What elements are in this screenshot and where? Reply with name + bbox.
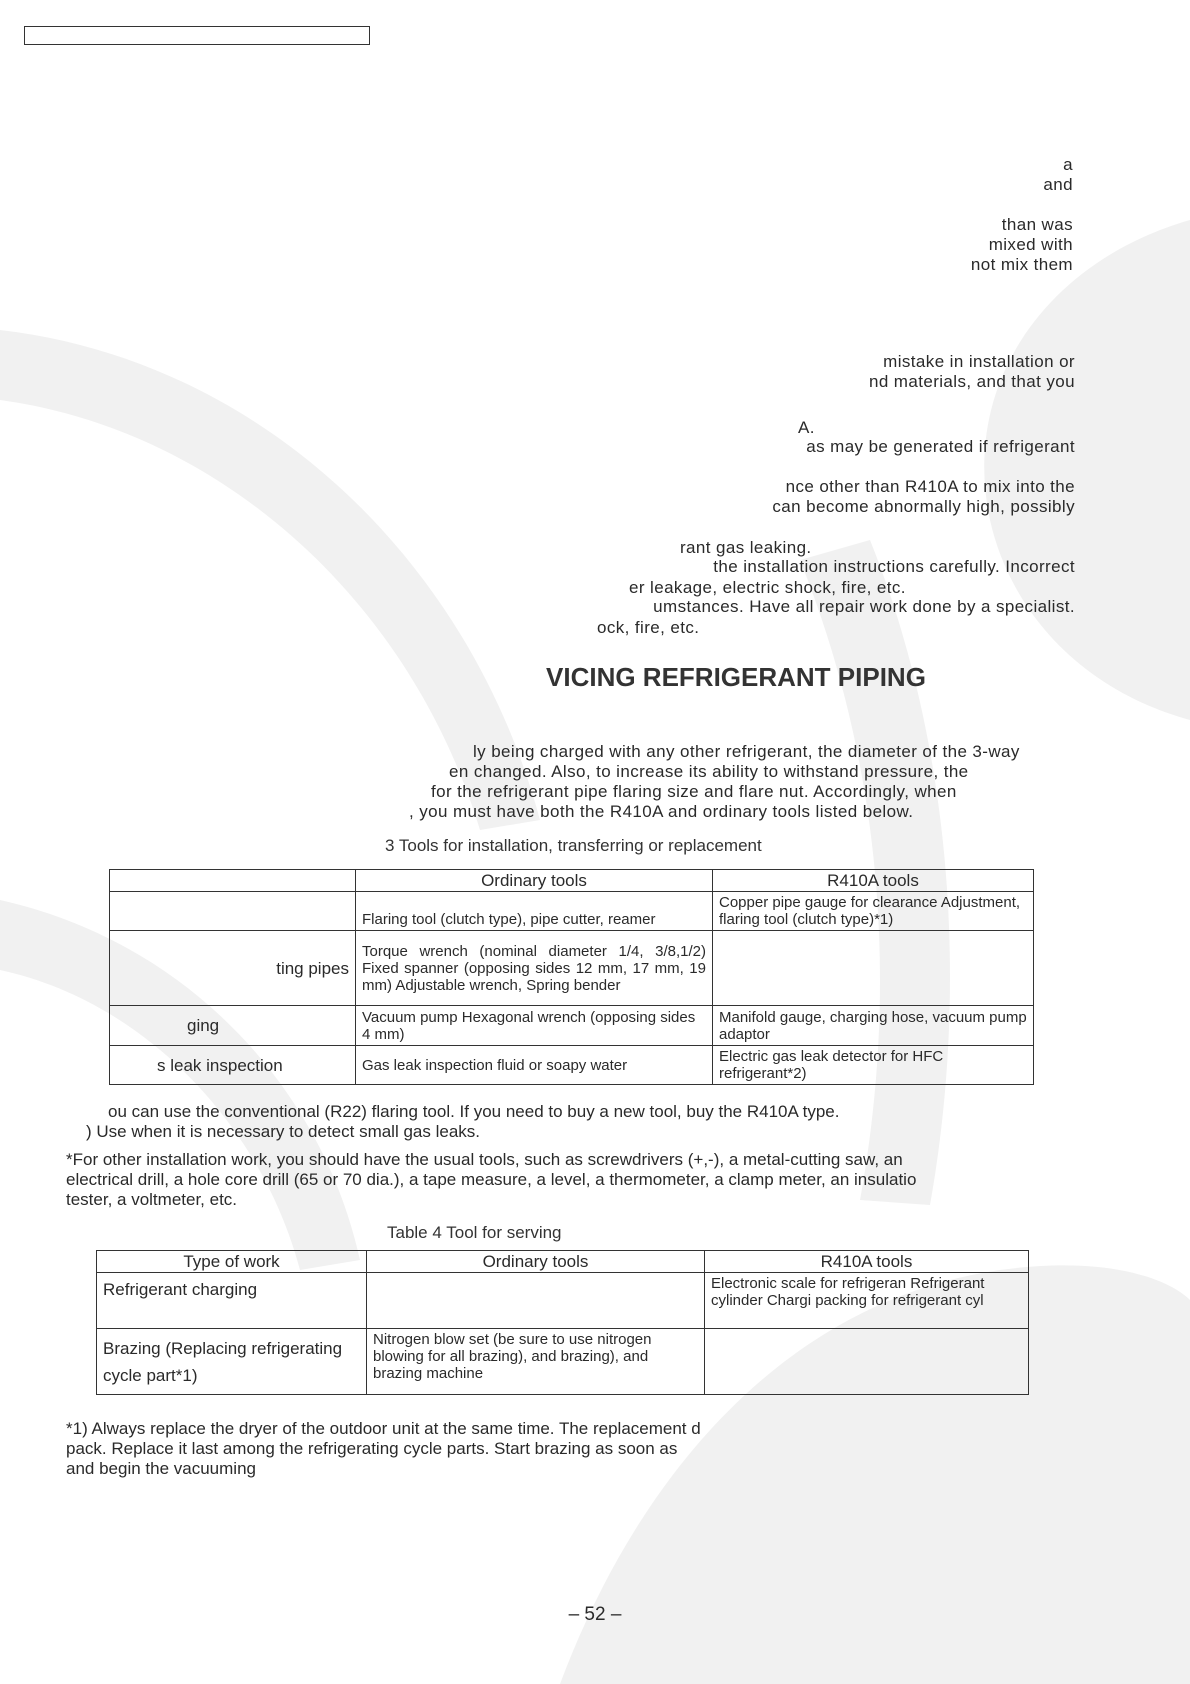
table-row [110, 931, 1034, 1006]
header-cell: R410A tools [705, 1251, 1029, 1273]
work-cell: ting pipes [110, 931, 356, 1006]
header-cell: R410A tools [713, 870, 1034, 892]
table4-caption: Table 4 Tool for serving [387, 1223, 562, 1242]
ordinary-cell: Nitrogen blow set (be sure to use nitrogen blowing for all brazing), and brazing), and brazing machine [367, 1329, 705, 1395]
table-row [110, 1006, 1034, 1046]
header-cell: Ordinary tools [356, 870, 713, 892]
ordinary-cell [367, 1273, 705, 1329]
header-cell [110, 870, 356, 892]
text-fragment: nce other than R410A to mix into the [785, 477, 1075, 496]
note-line: ou can use the conventional (R22) flaring tool. If you need to buy a new tool, buy the R410A type. [108, 1102, 840, 1121]
work-cell: Brazing (Replacing refrigerating cycle part*1) [97, 1329, 367, 1395]
table-header-row [110, 870, 1034, 892]
footnote-line: and begin the vacuuming [66, 1459, 256, 1478]
footnote-line: *1) Always replace the dryer of the outdoor unit at the same time. The replacement d [66, 1419, 701, 1438]
footnote-line: pack. Replace it last among the refrigerating cycle parts. Start brazing as soon as [66, 1439, 678, 1458]
r410a-cell: Electric gas leak detector for HFC refrigerant*2) [713, 1046, 1034, 1085]
table3-caption: 3 Tools for installation, transferring or replacement [385, 836, 762, 855]
work-cell: s leak inspection [110, 1046, 356, 1085]
table-header-row [97, 1251, 1029, 1273]
header-box [24, 26, 370, 45]
r410a-cell: Manifold gauge, charging hose, vacuum pump adaptor [713, 1006, 1034, 1046]
text-fragment: can become abnormally high, possibly [772, 497, 1075, 516]
text-fragment: nd materials, and that you [868, 372, 1075, 391]
text-fragment: mistake in installation or [883, 352, 1075, 371]
note-line: electrical drill, a hole core drill (65 or 70 dia.), a tape measure, a level, a thermometer, a clamp meter, an insulatio [66, 1170, 917, 1189]
text-fragment: a [1063, 155, 1073, 174]
note-line: ) Use when it is necessary to detect small gas leaks. [86, 1122, 480, 1141]
text-fragment: A. [798, 418, 815, 437]
page-number: – 52 – [568, 1604, 622, 1625]
intro-line: en changed. Also, to increase its ability to withstand pressure, the [449, 762, 969, 781]
note-line: tester, a voltmeter, etc. [66, 1190, 238, 1209]
text-fragment: umstances. Have all repair work done by a specialist. [653, 597, 1075, 616]
ordinary-cell: Gas leak inspection fluid or soapy water [356, 1046, 713, 1085]
table4 [96, 1250, 1029, 1395]
r410a-cell [713, 931, 1034, 1006]
table-row [97, 1273, 1029, 1329]
r410a-cell: Electronic scale for refrigeran Refrigerant cylinder Chargi packing for refrigerant cyl [705, 1273, 1029, 1329]
table3 [109, 869, 1034, 1085]
r410a-cell: Copper pipe gauge for clearance Adjustment, flaring tool (clutch type)*1) [713, 892, 1034, 931]
ordinary-cell: Vacuum pump Hexagonal wrench (opposing sides 4 mm) [356, 1006, 713, 1046]
table-row [97, 1329, 1029, 1395]
intro-line: , you must have both the R410A and ordinary tools listed below. [409, 802, 914, 821]
work-cell: ging [110, 1006, 356, 1046]
text-fragment: not mix them [970, 255, 1073, 274]
text-fragment: ock, fire, etc. [597, 618, 700, 637]
ordinary-cell: Torque wrench (nominal diameter 1/4, 3/8,1/2) Fixed spanner (opposing sides 12 mm, 17 mm, 19 mm) Adjustable wrench, Spring bender [356, 931, 713, 1006]
text-fragment: rant gas leaking. [680, 538, 812, 557]
text-fragment: the installation instructions carefully. Incorrect [713, 557, 1075, 576]
table-row [110, 1046, 1034, 1085]
header-cell: Ordinary tools [367, 1251, 705, 1273]
text-fragment: mixed with [988, 235, 1073, 254]
intro-line: for the refrigerant pipe flaring size and flare nut. Accordingly, when [431, 782, 957, 801]
text-fragment: as may be generated if refrigerant [806, 437, 1075, 456]
header-cell: Type of work [97, 1251, 367, 1273]
work-cell [110, 892, 356, 931]
work-cell: Refrigerant charging [97, 1273, 367, 1329]
text-fragment: and [1043, 175, 1073, 194]
text-fragment: er leakage, electric shock, fire, etc. [629, 578, 906, 597]
ordinary-cell: Flaring tool (clutch type), pipe cutter, reamer [356, 892, 713, 931]
table-row [110, 892, 1034, 931]
intro-line: ly being charged with any other refrigerant, the diameter of the 3-way [473, 742, 1020, 761]
r410a-cell [705, 1329, 1029, 1395]
note-line: *For other installation work, you should have the usual tools, such as screwdrivers (+,-), a metal-cutting saw, an [66, 1150, 903, 1169]
section-heading: VICING REFRIGERANT PIPING [546, 662, 926, 692]
text-fragment: than was [1001, 215, 1073, 234]
